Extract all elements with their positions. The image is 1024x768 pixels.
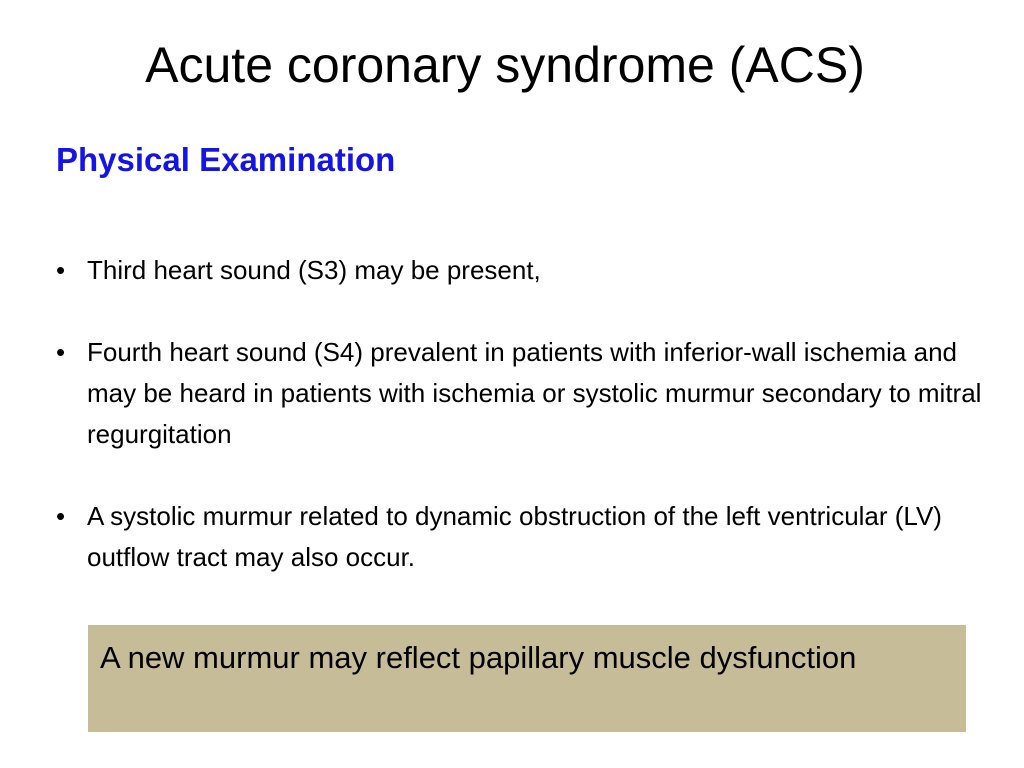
bullet-text: Fourth heart sound (S4) prevalent in patients with inferior-wall ischemia and may be heard in patients with ischemia or systolic murmur secondary to mitral regurgitation: [87, 337, 982, 449]
bullet-text: Third heart sound (S3) may be present,: [87, 255, 541, 285]
bullet-item: [56, 250, 986, 291]
note-text: A new murmur may reflect papillary muscle dysfunction: [100, 640, 857, 675]
bullet-list: [56, 250, 986, 619]
bullet-icon: •: [56, 501, 66, 531]
bullet-item: [56, 332, 986, 455]
bullet-text: A systolic murmur related to dynamic obstruction of the left ventricular (LV) outflow tract may also occur.: [87, 501, 942, 572]
bullet-icon: •: [56, 337, 66, 367]
section-subtitle: Physical Examination: [56, 141, 396, 178]
bullet-item: [56, 496, 986, 578]
slide-title: Acute coronary syndrome (ACS): [145, 37, 865, 93]
highlight-note-box: [88, 625, 966, 732]
bullet-icon: •: [56, 255, 66, 285]
